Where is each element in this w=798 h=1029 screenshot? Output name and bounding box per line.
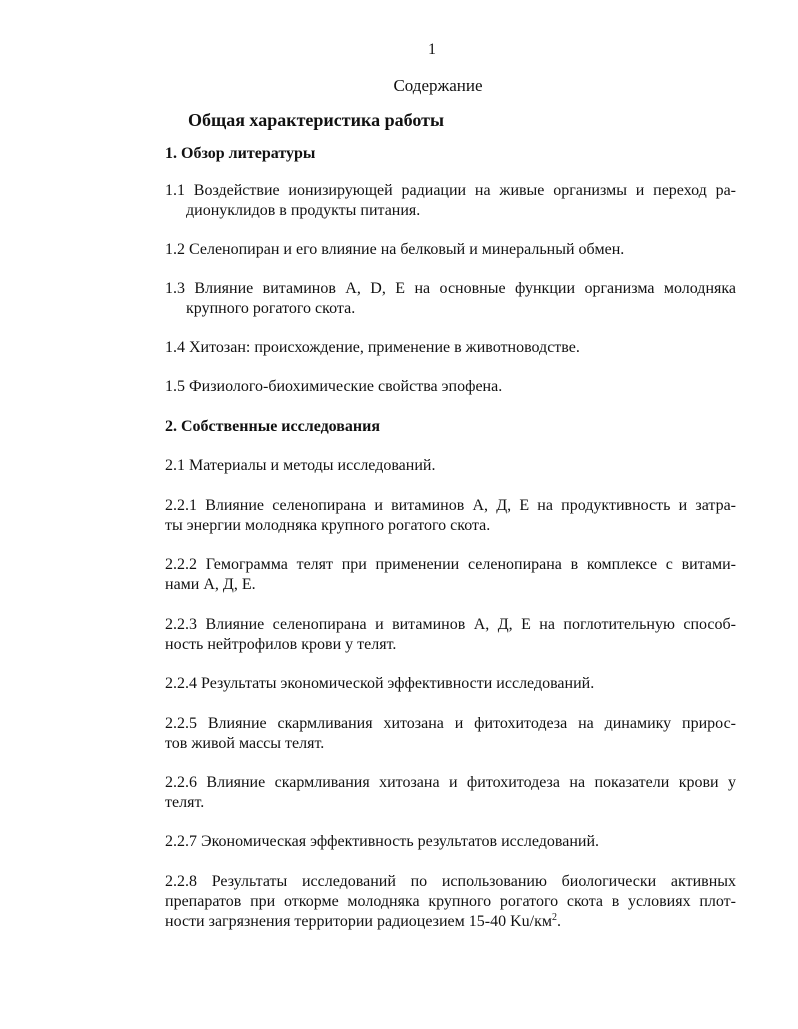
toc-entry-line: 2.2.8 Результаты исследований по использованию биологически активных [165,873,736,890]
toc-entry-line: 2.2.1 Влияние селенопирана и витаминов А, Д, Е на продуктивность и затра- [165,497,736,514]
toc-entry-line: телят. [165,794,205,811]
toc-entry-line: 2.2.6 Влияние скармливания хитозана и фитохитодеза на показатели крови у [165,774,736,791]
superscript: 2 [552,912,557,923]
toc-entry-2-2-6 [165,773,736,813]
toc-entry-text: ности загрязнения территории радиоцезием 15-40 Ku/км [165,913,552,930]
page-number: 1 [428,41,436,58]
toc-entry-2-1: 2.1 Материалы и методы исследований. [165,457,436,474]
toc-entry-line: 2.2.2 Гемограмма телят при применении селенопирана в комплексе с витами- [165,556,736,573]
toc-entry-line: 1.1 Воздействие ионизирующей радиации на живые организмы и переход ра- [165,182,736,199]
main-heading: Общая характеристика работы [188,110,445,130]
toc-entry-1-1 [165,181,736,221]
toc-entry-2-2-2 [165,555,736,595]
toc-entry-line: ность нейтрофилов крови у телят. [165,636,397,653]
toc-entry-1-4: 1.4 Хитозан: происхождение, применение в животноводстве. [165,339,580,356]
toc-entry-period: . [557,913,561,930]
toc-entry-line: тов живой массы телят. [165,735,325,752]
toc-entry-line [165,912,736,932]
toc-entry-2-2-8 [165,872,736,932]
toc-entry-line: крупного рогатого скота. [186,300,356,317]
toc-entry-line: ты энергии молодняка крупного рогатого скота. [165,517,491,534]
toc-entry-1-3 [165,279,736,319]
toc-entry-2-2-1 [165,496,736,536]
toc-entry-line: 2.2.5 Влияние скармливания хитозана и фитохитодеза на динамику прирос- [165,715,736,732]
page-title: Содержание [393,76,483,95]
toc-entry-line: дионуклидов в продукты питания. [186,202,421,219]
section-1-heading: 1. Обзор литературы [165,145,316,162]
toc-entry-1-2: 1.2 Селенопиран и его влияние на белковый и минеральный обмен. [165,241,625,258]
toc-entry-line: нами А, Д, Е. [165,576,256,593]
toc-entry-line: препаратов при откорме молодняка крупного рогатого скота в условиях плот- [165,893,736,910]
toc-entry-1-5: 1.5 Физиолого-биохимические свойства эпофена. [165,378,503,395]
toc-entry-2-2-3 [165,615,736,655]
section-2-heading: 2. Собственные исследования [165,418,381,435]
toc-entry-2-2-5 [165,714,736,754]
toc-entry-line: 1.3 Влияние витаминов A, D, E на основные функции организма молодняка [165,280,736,297]
toc-entry-line: 2.2.3 Влияние селенопирана и витаминов А, Д, Е на поглотительную способ- [165,616,736,633]
toc-entry-2-2-4: 2.2.4 Результаты экономической эффективности исследований. [165,675,595,692]
toc-entry-2-2-7: 2.2.7 Экономическая эффективность результатов исследований. [165,833,600,850]
